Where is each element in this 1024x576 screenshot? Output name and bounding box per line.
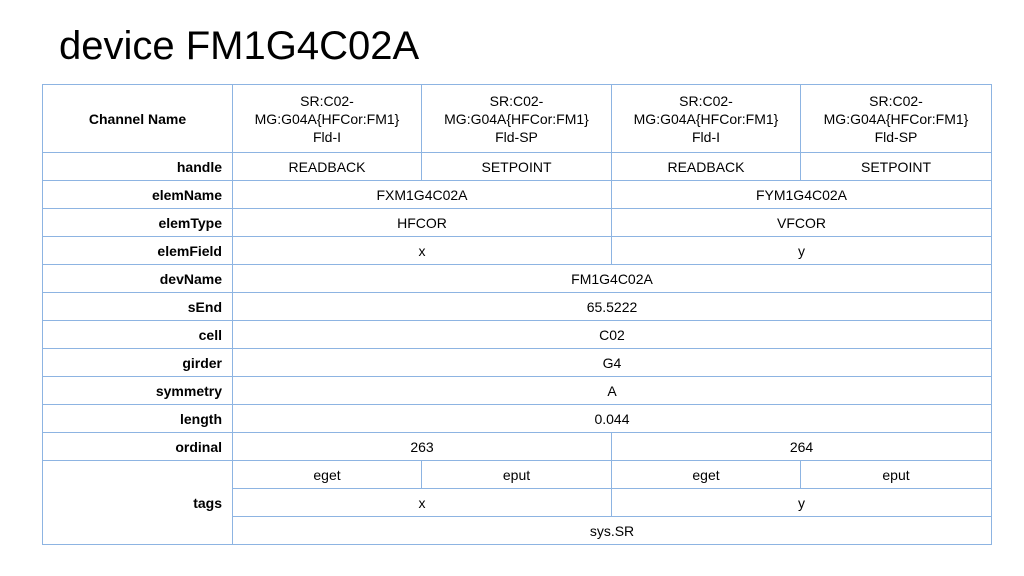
row-label-tags: tags	[43, 461, 233, 545]
row-label-girder: girder	[43, 349, 233, 377]
table-cell	[612, 85, 801, 153]
row-label-handle: handle	[43, 153, 233, 181]
row-label-cell: cell	[43, 321, 233, 349]
table-row	[43, 181, 992, 209]
table-cell: x	[233, 489, 612, 517]
channel-name-2: SR:C02-MG:G04A{HFCor:FM1} Fld-SP	[444, 92, 589, 145]
table-cell: FYM1G4C02A	[612, 181, 992, 209]
table-cell: SETPOINT	[801, 153, 992, 181]
channel-name-3: SR:C02-MG:G04A{HFCor:FM1} Fld-I	[633, 92, 779, 145]
table-row	[43, 377, 992, 405]
table-row	[43, 85, 992, 153]
table-cell: FXM1G4C02A	[233, 181, 612, 209]
table-row	[43, 237, 992, 265]
table-cell: HFCOR	[233, 209, 612, 237]
table-row	[43, 321, 992, 349]
table-row	[43, 461, 992, 489]
table-cell: eget	[612, 461, 801, 489]
row-label-elemtype: elemType	[43, 209, 233, 237]
table-cell: SETPOINT	[422, 153, 612, 181]
table-cell: READBACK	[233, 153, 422, 181]
table-cell: FM1G4C02A	[233, 265, 992, 293]
table-cell: 263	[233, 433, 612, 461]
table-cell: G4	[233, 349, 992, 377]
table-cell: y	[612, 489, 992, 517]
table-cell: C02	[233, 321, 992, 349]
page-title: device FM1G4C02A	[59, 24, 420, 68]
table-row	[43, 153, 992, 181]
table-cell: READBACK	[612, 153, 801, 181]
table-row	[43, 209, 992, 237]
table-cell	[233, 85, 422, 153]
table-cell: eput	[801, 461, 992, 489]
channel-name-4: SR:C02-MG:G04A{HFCor:FM1} Fld-SP	[823, 92, 969, 145]
row-label-elemfield: elemField	[43, 237, 233, 265]
row-label-ordinal: ordinal	[43, 433, 233, 461]
row-label-length: length	[43, 405, 233, 433]
row-label-devname: devName	[43, 265, 233, 293]
table-cell: 65.5222	[233, 293, 992, 321]
table-cell: y	[612, 237, 992, 265]
table-cell: A	[233, 377, 992, 405]
table-row	[43, 433, 992, 461]
row-label-symmetry: symmetry	[43, 377, 233, 405]
device-table	[42, 84, 992, 545]
table-cell: eput	[422, 461, 612, 489]
table-row	[43, 405, 992, 433]
table-row	[43, 349, 992, 377]
table-cell: VFCOR	[612, 209, 992, 237]
row-label-channel-name: Channel Name	[43, 85, 233, 153]
table-cell	[422, 85, 612, 153]
table-cell: 0.044	[233, 405, 992, 433]
row-label-send: sEnd	[43, 293, 233, 321]
table-cell: sys.SR	[233, 517, 992, 545]
table-row	[43, 265, 992, 293]
row-label-elemname: elemName	[43, 181, 233, 209]
table-row	[43, 293, 992, 321]
table-cell	[801, 85, 992, 153]
table-cell: 264	[612, 433, 992, 461]
table-cell: eget	[233, 461, 422, 489]
channel-name-1: SR:C02-MG:G04A{HFCor:FM1} Fld-I	[254, 92, 400, 145]
table-cell: x	[233, 237, 612, 265]
